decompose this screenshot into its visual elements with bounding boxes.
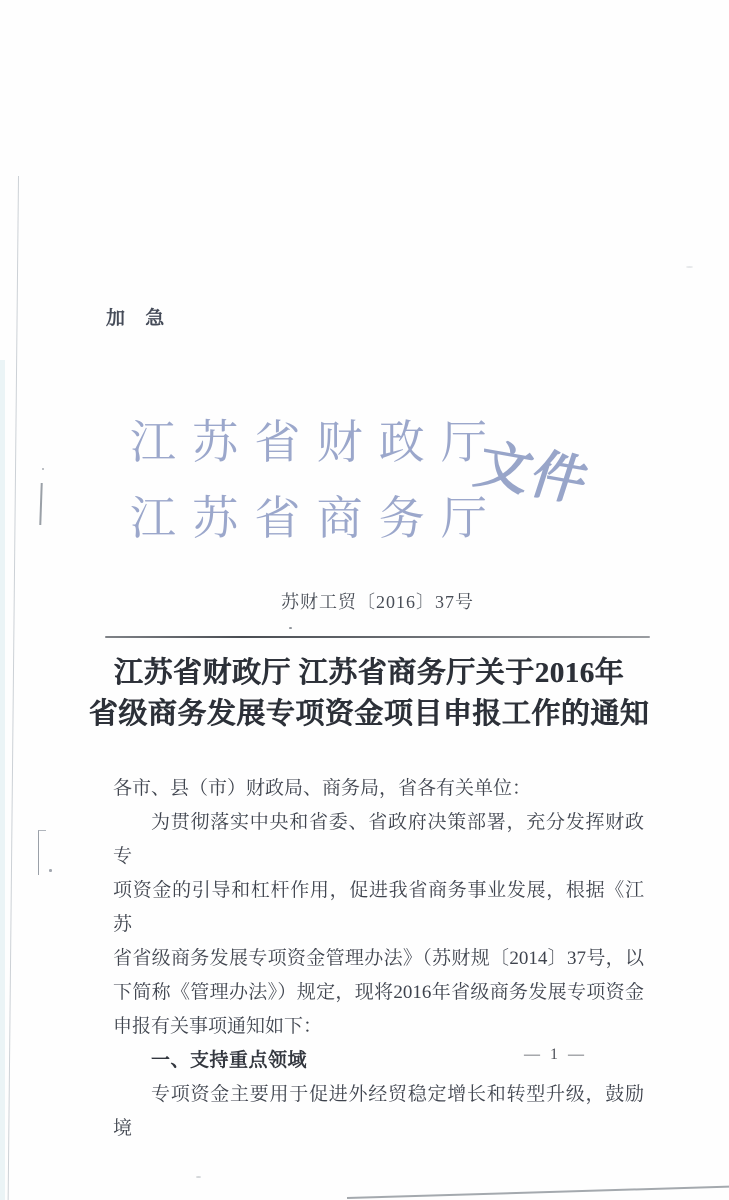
scan-artifact-bracket — [38, 830, 46, 875]
body-line: 专项资金主要用于促进外经贸稳定增长和转型升级，鼓励境 — [113, 1084, 644, 1139]
document-title — [88, 653, 650, 735]
scan-speck — [686, 266, 693, 268]
body-line: 下简称《管理办法》）规定，现将2016年省级商务发展专项资金 — [113, 982, 644, 1003]
scan-speck — [196, 1176, 201, 1178]
body-line: 申报有关事项通知如下： — [113, 1016, 323, 1037]
scan-artifact-dot — [42, 468, 44, 470]
scan-artifact-mark — [39, 483, 42, 525]
document-title-line1: 江苏省财政厅 江苏省商务厅关于2016年 — [113, 657, 625, 689]
letterhead-org-commerce: 江苏省商务厅 — [130, 493, 487, 544]
scan-artifact-dot — [49, 869, 52, 872]
letterhead-rule — [105, 636, 650, 638]
document-title-line2: 省级商务发展专项资金项目申报工作的通知 — [88, 698, 650, 730]
scan-left-page-edge — [8, 176, 20, 1200]
scan-left-edge-tint — [0, 360, 5, 1200]
section-heading: 一、支持重点领域 — [151, 1050, 308, 1071]
body-line: 项资金的引导和杠杆作用，促进我省商务事业发展，根据《江苏 — [113, 880, 644, 935]
letterhead-org-finance: 江苏省财政厅 — [130, 417, 487, 468]
salutation: 各市、县（市）财政局、商务局，省各有关单位： — [113, 778, 532, 799]
page-number: — 1 — — [524, 1046, 587, 1063]
scan-bottom-page-edge — [347, 1185, 729, 1198]
letterhead-document-word: 文件 — [468, 435, 598, 513]
document-number: 苏财工贸〔2016〕37号 — [281, 592, 474, 612]
urgency-label: 加 急 — [106, 308, 166, 329]
body-line: 省省级商务发展专项资金管理办法》（苏财规〔2014〕37号，以 — [113, 948, 644, 969]
document-body — [113, 772, 644, 1146]
body-line: 为贯彻落实中央和省委、省政府决策部署，充分发挥财政专 — [113, 812, 644, 867]
scan-speck — [289, 627, 292, 629]
